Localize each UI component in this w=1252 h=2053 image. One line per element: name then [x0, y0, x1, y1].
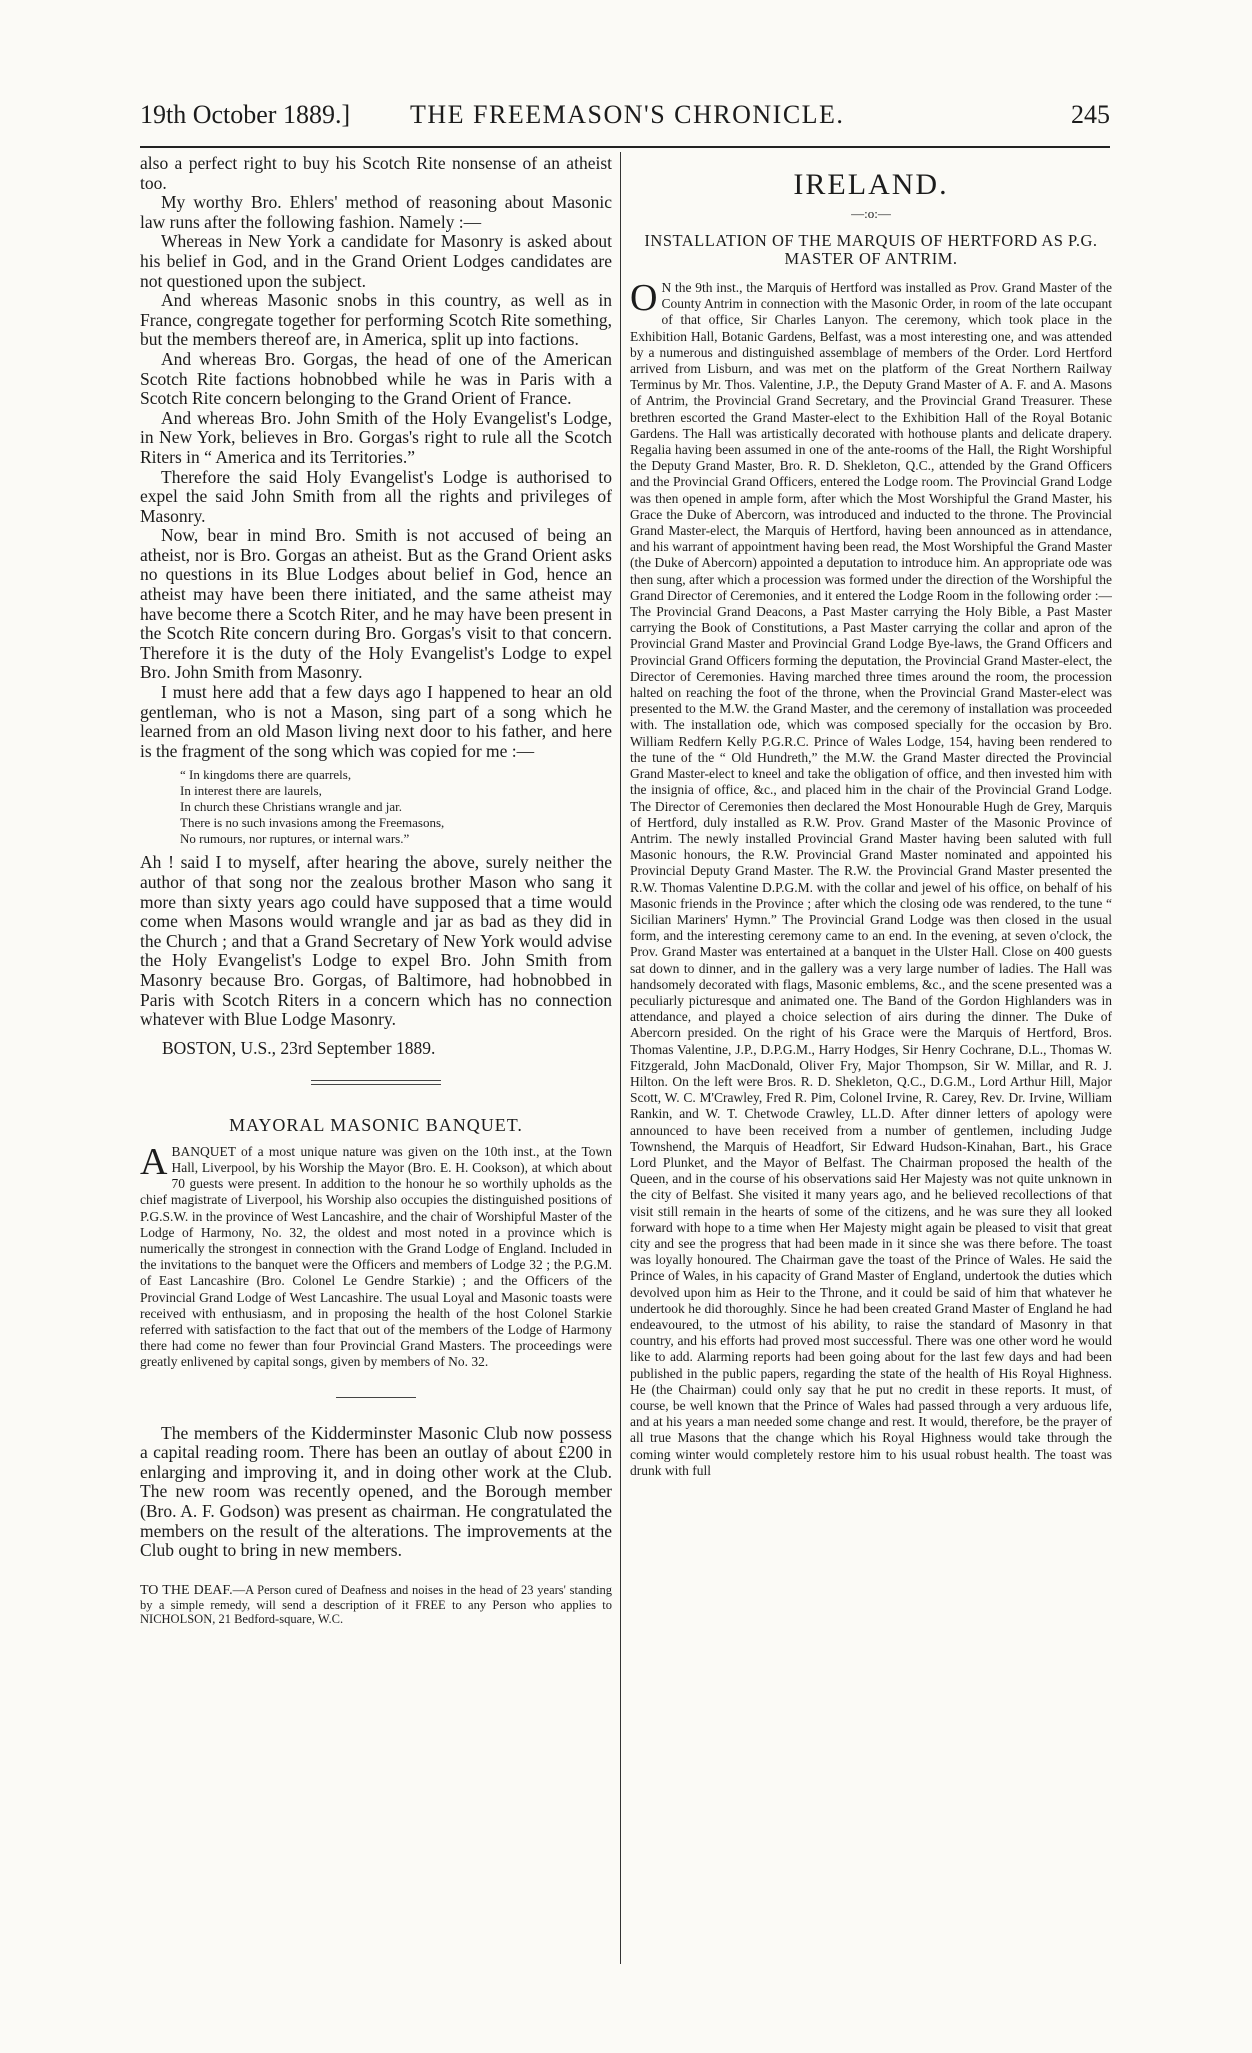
column-rule [620, 152, 621, 1964]
dropcap: O [630, 277, 658, 319]
poem-line: In church these Christians wrangle and jar. [180, 799, 403, 815]
song-fragment [180, 767, 612, 847]
paragraph: The members of the Kidderminster Masonic Club now possess a capital reading room. There has been an outlay of about £200 in enlarging and improving it, and in doing other work at the Club. The new room was recently opened, and the Borough member (Bro. A. F. Godson) was present as chairman. He congratulated the members on the result of the alterations. The improvements at the Club ought to bring in new members. [140, 1422, 612, 1561]
paragraph: BANQUET of a most unique nature was given on the 10th inst., at the Town Hall, Liverpool, by his Worship the Mayor (Bro. E. H. Cookson), at which about 70 guests were present. In addition to the honour he so worthily upholds as the chief magistrate of Liverpool, his Worship also occupies the distinguished positions of P.G.S.W. in the province of West Lancashire, and the chair of Worshipful Master of the Lodge of Harmony, No. 32, the oldest and most noted in a province which is numerically the strongest in connection with the Grand Lodge of England. Included in the invitations to the banquet were the Officers and members of Lodge 32 ; the P.G.M. of East Lancashire (Bro. Colonel Le Gendre Starkie) ; and the Officers of the Provincial Grand Lodge of West Lancashire. The usual Loyal and Masonic toasts were received with enthusiasm, and in proposing the health of the host Colonel Starkie referred with satisfaction to the fact that out of the members of the Lodge of Harmony there had come no fewer than four Provincial Grand Masters. The proceedings were greatly enlivened by capital songs, given by members of No. 32. [140, 1143, 612, 1370]
ornament: —:o:— [851, 206, 891, 221]
poem-line: There is no such invasions among the Freemasons, [180, 815, 445, 831]
letter-closing [140, 853, 612, 1029]
advertisement-title: TO THE DEAF. [140, 1582, 233, 1598]
poem-line: In interest there are laurels, [180, 783, 322, 799]
dropcap: A [140, 1140, 168, 1183]
ehlers-letter [140, 154, 612, 761]
advertisement-text: —A Person cured of Deafness and noises in the head of 23 years' standing by a simple remedy, will send a description of it FREE to any Person who applies to NICHOLSON, 21 Bedford-square, W.C. [140, 1582, 612, 1626]
article-title: INSTALLATION OF THE MARQUIS OF HERTFORD AS P.G. MASTER OF ANTRIM. [644, 231, 1098, 268]
paragraph: Ah ! said I to myself, after hearing the above, surely neither the author of that song nor the zealous brother Mason who sang it more than sixty years ago could have supposed that a time would come when Masons would wrangle and jar as bad as they did in the Church ; and that a Grand Secretary of New York would advise the Holy Evangelist's Lodge to expel Bro. John Smith from Masonry because Bro. Gorgas, of Baltimore, had hobnobbed in Paris with Scotch Riters in a concern which has no connection whatever with Blue Lodge Masonry. [140, 852, 612, 1030]
kidderminster-item [140, 1424, 612, 1561]
publication-title: THE FREEMASON'S CHRONICLE. [410, 100, 845, 129]
page-header [140, 100, 1110, 140]
poem-line: No rumours, nor ruptures, or internal wars.” [180, 831, 410, 847]
paragraph: also a perfect right to buy his Scotch Rite nonsense of an atheist too. [140, 154, 612, 193]
ireland-article [630, 277, 1112, 1479]
paragraph: Now, bear in mind Bro. Smith is not accused of being an atheist, nor is Bro. Gorgas an atheist. But as the Grand Orient asks no questions in its Blue Lodges about belief in God, hence an atheist may have been there initiated, and the same atheist may have become there a Scotch Riter, and he may have been present in the Scotch Rite concern during Bro. Gorgas's visit to that concern. Therefore it is the duty of the Holy Evangelist's Lodge to expel Bro. John Smith from Masonry. [140, 525, 612, 683]
right-column [630, 154, 1112, 1966]
section-title: IRELAND. [793, 168, 949, 201]
paragraph: Whereas in New York a candidate for Masonry is asked about his belief in God, and in the Grand Orient Lodges candidates are not questioned upon the subject. [140, 231, 612, 291]
left-column [140, 154, 612, 1966]
paragraph: And whereas Bro. John Smith of the Holy Evangelist's Lodge, in New York, believes in Bro. Gorgas's right to rule all the Scotch Riters in “ America and its Territories.” [140, 407, 612, 467]
header-rule [140, 146, 1110, 148]
paragraph: And whereas Masonic snobs in this country, as well as in France, congregate together for performing Scotch Rite something, but the members thereof are, in America, split up into factions. [140, 290, 612, 350]
paragraph: Therefore the said Holy Evangelist's Lodge is authorised to expel the said John Smith from all the rights and privileges of Masonry. [140, 466, 612, 526]
page-number: 245 [1071, 100, 1110, 129]
signoff: BOSTON, U.S., 23rd September 1889. [162, 1037, 436, 1058]
banquet-title: MAYORAL MASONIC BANQUET. [229, 1114, 523, 1135]
advertisement [140, 1583, 612, 1626]
paragraph: I must here add that a few days ago I happened to hear an old gentleman, who is not a Mason, sing part of a song which he learned from an old Mason living next door to his father, and here is the fragment of the song which was copied for me :— [140, 682, 612, 761]
separator-rule [311, 1080, 441, 1085]
paragraph: N the 9th inst., the Marquis of Hertford was installed as Prov. Grand Master of the County Antrim in connection with the Masonic Order, in room of the late occupant of that office, Sir Charles Lanyon. The ceremony, which took place in the Exhibition Hall, Botanic Gardens, Belfast, was a most interesting one, and was attended by a numerous and distinguished assemblage of members of the Order. Lord Hertford arrived from Lisburn, and was met on the platform of the Great Northern Railway Terminus by Mr. Thos. Valentine, J.P., the Deputy Grand Master of A. F. and A. Masons of Antrim, the Provincial Grand Secretary, and the Provincial Grand Treasurer. These brethren escorted the Grand Master-elect to the Exhibition Hall of the Royal Botanic Gardens. The Hall was artistically decorated with hothouse plants and delicate drapery. Regalia having been assumed in one of the ante-rooms of the Hall, the Right Worshipful the Deputy Grand Master, Bro. R. D. Shekleton, Q.C., attended by the Grand Officers and the Provincial Grand Officers, entered the Lodge room. The Provincial Grand Lodge was then opened in ample form, after which the Most Worshipful the Grand Master, his Grace the Duke of Abercorn, was introduced and inducted to the throne. The Provincial Grand Master-elect, the Marquis of Hertford, having been announced as in attendance, and his warrant of appointment having been read, the Most Worshipful the Grand Master (the Duke of Abercorn) appointed a deputation to introduce him. An appropriate ode was then sung, after which a procession was formed under the direction of the Worshipful the Grand Director of Ceremonies, and it entered the Lodge Room in the following order :—The Provincial Grand Deacons, a Past Master carrying the Holy Bible, a Past Master carrying the Book of Constitutions, a Past Master carrying the collar and apron of the Provincial Grand Master and Provincial Grand Lodge Bye-laws, the Grand Officers and Provincial Grand Officers forming the deputation, the Provincial Grand Master-elect, the Director of Ceremonies. Having marched three times around the room, the procession halted on reaching the foot of the throne, when the Provincial Grand Master-elect was presented to the M.W. the Grand Master, and the ceremony of installation was proceeded with. The installation ode, which was composed specially for the occasion by Bro. William Redfern Kelly P.G.R.C. Prince of Wales Lodge, 154, having been rendered to the tune of the “ Old Hundreth,” the M.W. the Grand Master directed the Provincial Grand Master-elect to kneel and take the obligation of office, and then invested him with the insignia of office, &c., and placed him in the chair of the Provincial Grand Lodge. The Director of Ceremonies then declared the Most Honourable Hugh de Grey, Marquis of Hertford, duly installed as R.W. Prov. Grand Master of the Masonic Province of Antrim. The newly installed Provincial Grand Master having been saluted with full Masonic honours, the R.W. Provincial Grand Master nominated and appointed his Provincial Deputy Grand Master. The R.W. the Provincial Grand Master presented the R.W. Thomas Valentine D.P.G.M. with the collar and jewel of his office, on behalf of his Masonic friends in the Province ; after which the closing ode was rendered, to the tune “ Sicilian Mariners' Hymn.” The Provincial Grand Lodge was then closed in the usual form, and the interesting ceremony came to an end. In the evening, at seven o'clock, the Prov. Grand Master was entertained at a banquet in the Ulster Hall. Close on 400 guests sat down to dinner, and in the gallery was a very large number of ladies. The Hall was handsomely decorated with flags, Masonic emblems, &c., and the scene presented was a peculiarly picturesque and animated one. The Band of the Gordon Highlanders was in attendance, and played a choice selection of airs during the dinner. The Duke of Abercorn presided. On the right of his Grace were the Marquis of Hertford, Bros. Thomas Valentine, J.P., D.P.G.M., Harry Hodges, Sir Henry Cochrane, D.L., Thomas W. Fitzgerald, John MacDonald, Oliver Fry, Major Thompson, Sir W. Millar, and R. J. Hilton. On the left were Bros. R. D. Shekleton, Q.C., D.G.M., Lord Arthur Hill, Major Scott, W. C. M'Crawley, Fred R. Pim, Colonel Irvine, R. Carey, Rev. Dr. Irvine, William Rankin, and W. T. Chetwode Crawley, LL.D. After dinner letters of apology were announced to have been received from a number of gentlemen, including Judge Townshend, the Marquis of Headfort, Sir Edward Hudson-Kinahan, Bart., his Grace Lord Plunket, and the Mayor of Belfast. The Chairman proposed the health of the Queen, and in the course of his observations said Her Majesty was not quite unknown in the city of Belfast. She visited it many years ago, and he believed recollections of that visit still remain in the hearts of some of the citizens, and he was sure they all looked forward with hope to a time when Her Majesty might again be pleased to visit that great city and see the progress that had been made in it since she was there before. The toast was loyally honoured. The Chairman gave the toast of the Prince of Wales. He said the Prince of Wales, in his capacity of Grand Master of England, undertook the duties which devolved upon him as Heir to the Throne, and it could be said of him that whatever he undertook he did thoroughly. Since he had been created Grand Master of England he had endeavoured, to the utmost of his ability, to raise the standard of Masonry in that country, and his efforts had proved most successful. There was one other word he would like to add. Alarming reports had been going about for the last few days and had been published in the public papers, regarding the state of the health of His Royal Highness. He (the Chairman) could only say that he put no credit in these reports. It must, of course, be well known that the Prince of Wales had passed through a very arduous life, and at his years a man needed some change and rest. It would, therefore, be the prayer of all true Masons that the change which his Royal Highness would take through the coming winter would completely restore him to his usual robust health. The toast was drunk with full [630, 280, 1112, 1478]
paragraph: My worthy Bro. Ehlers' method of reasoning about Masonic law runs after the following fashion. Namely :— [140, 192, 612, 232]
paragraph: And whereas Bro. Gorgas, the head of one of the American Scotch Rite factions hobnobbed while he was in Paris with a Scotch Rite concern belonging to the Grand Orient of France. [140, 348, 612, 409]
issue-date: 19th October 1889.] [140, 100, 351, 129]
banquet-article [140, 1140, 612, 1371]
poem-line: “ In kingdoms there are quarrels, [180, 767, 352, 783]
separator-rule [336, 1397, 416, 1398]
